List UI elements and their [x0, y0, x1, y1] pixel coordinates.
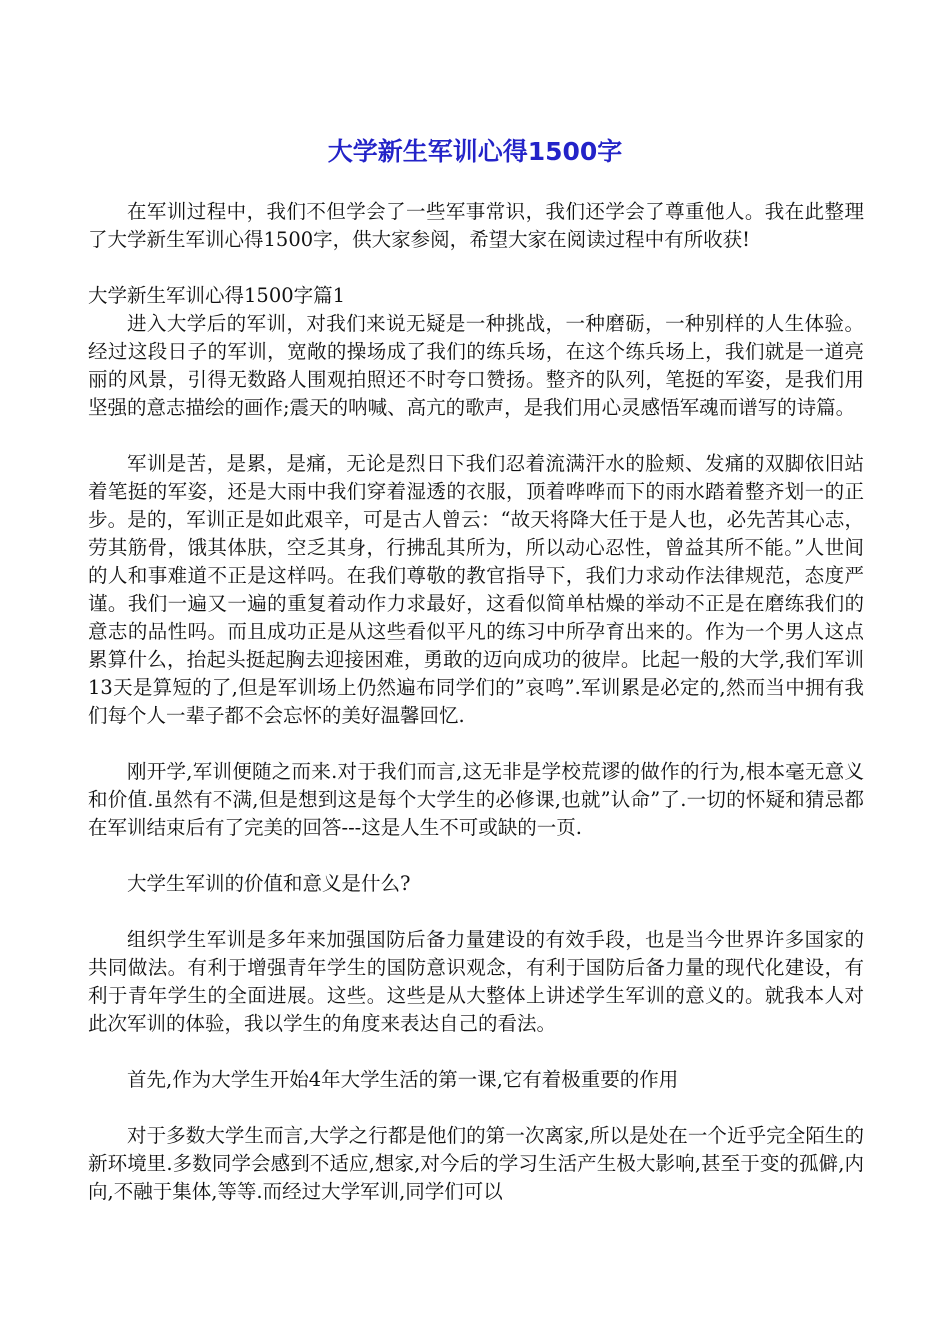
- subheading-question: 大学生军训的价值和意义是什么?: [127, 872, 411, 895]
- section-heading: 大学新生军训心得1500字篇1: [88, 284, 346, 307]
- body-paragraph: 对于多数大学生而言,大学之行都是他们的第一次离家,所以是处在一个近乎完全陌生的新环境里.多数同学会感到不适应,想家,对今后的学习生活产生极大影响,甚至于变的孤僻,内向,不融于集体,等等.而经过大学军训,同学们可以: [88, 1124, 864, 1203]
- document-body: [88, 198, 864, 1206]
- intro-paragraph: 在军训过程中，我们不但学会了一些军事常识，我们还学会了尊重他人。我在此整理了大学新生军训心得1500字，供大家参阅，希望大家在阅读过程中有所收获!: [88, 200, 864, 251]
- body-paragraph: 军训是苦，是累，是痛，无论是烈日下我们忍着流满汗水的脸颊、发痛的双脚依旧站着笔挺的军姿，还是大雨中我们穿着湿透的衣服，顶着哗哗而下的雨水踏着整齐划一的正步。是的，军训正是如此艰辛，可是古人曾云：“故天将降大任于是人也，必先苦其心志，劳其筋骨，饿其体肤，空乏其身，行拂乱其所为，所以动心忍性，曾益其所不能。”人世间的人和事难道不正是这样吗。在我们尊敬的教官指导下，我们力求动作法律规范，态度严谨。我们一遍又一遍的重复着动作力求最好，这看似简单枯燥的举动不正是在磨练我们的意志的品性吗。而且成功正是从这些看似平凡的练习中所孕育出来的。作为一个男人这点累算什么，抬起头挺起胸去迎接困难，勇敢的迈向成功的彼岸。比起一般的大学,我们军训13天是算短的了,但是军训场上仍然遍布同学们的”哀鸣”.军训累是必定的,然而当中拥有我们每个人一辈子都不会忘怀的美好温馨回忆.: [88, 452, 864, 727]
- document-title: 大学新生军训心得1500字: [327, 137, 623, 166]
- body-paragraph: 首先,作为大学生开始4年大学生活的第一课,它有着极重要的作用: [127, 1068, 679, 1091]
- body-paragraph: 组织学生军训是多年来加强国防后备力量建设的有效手段，也是当今世界许多国家的共同做法。有利于增强青年学生的国防意识观念，有利于国防后备力量的现代化建设，有利于青年学生的全面进展。这些。这些是从大整体上讲述学生军训的意义的。就我本人对此次军训的体验，我以学生的角度来表达自己的看法。: [88, 928, 864, 1035]
- body-paragraph: 进入大学后的军训，对我们来说无疑是一种挑战，一种磨砺，一种别样的人生体验。经过这段日子的军训，宽敞的操场成了我们的练兵场，在这个练兵场上，我们就是一道亮丽的风景，引得无数路人围观拍照还不时夸口赞扬。整齐的队列，笔挺的军姿，是我们用坚强的意志描绘的画作;震天的呐喊、高亢的歌声，是我们用心灵感悟军魂而谱写的诗篇。: [88, 312, 864, 419]
- body-paragraph: 刚开学,军训便随之而来.对于我们而言,这无非是学校荒谬的做作的行为,根本毫无意义和价值.虽然有不满,但是想到这是每个大学生的必修课,也就”认命”了.一切的怀疑和猜忌都在军训结束后有了完美的回答---这是人生不可或缺的一页.: [88, 760, 864, 839]
